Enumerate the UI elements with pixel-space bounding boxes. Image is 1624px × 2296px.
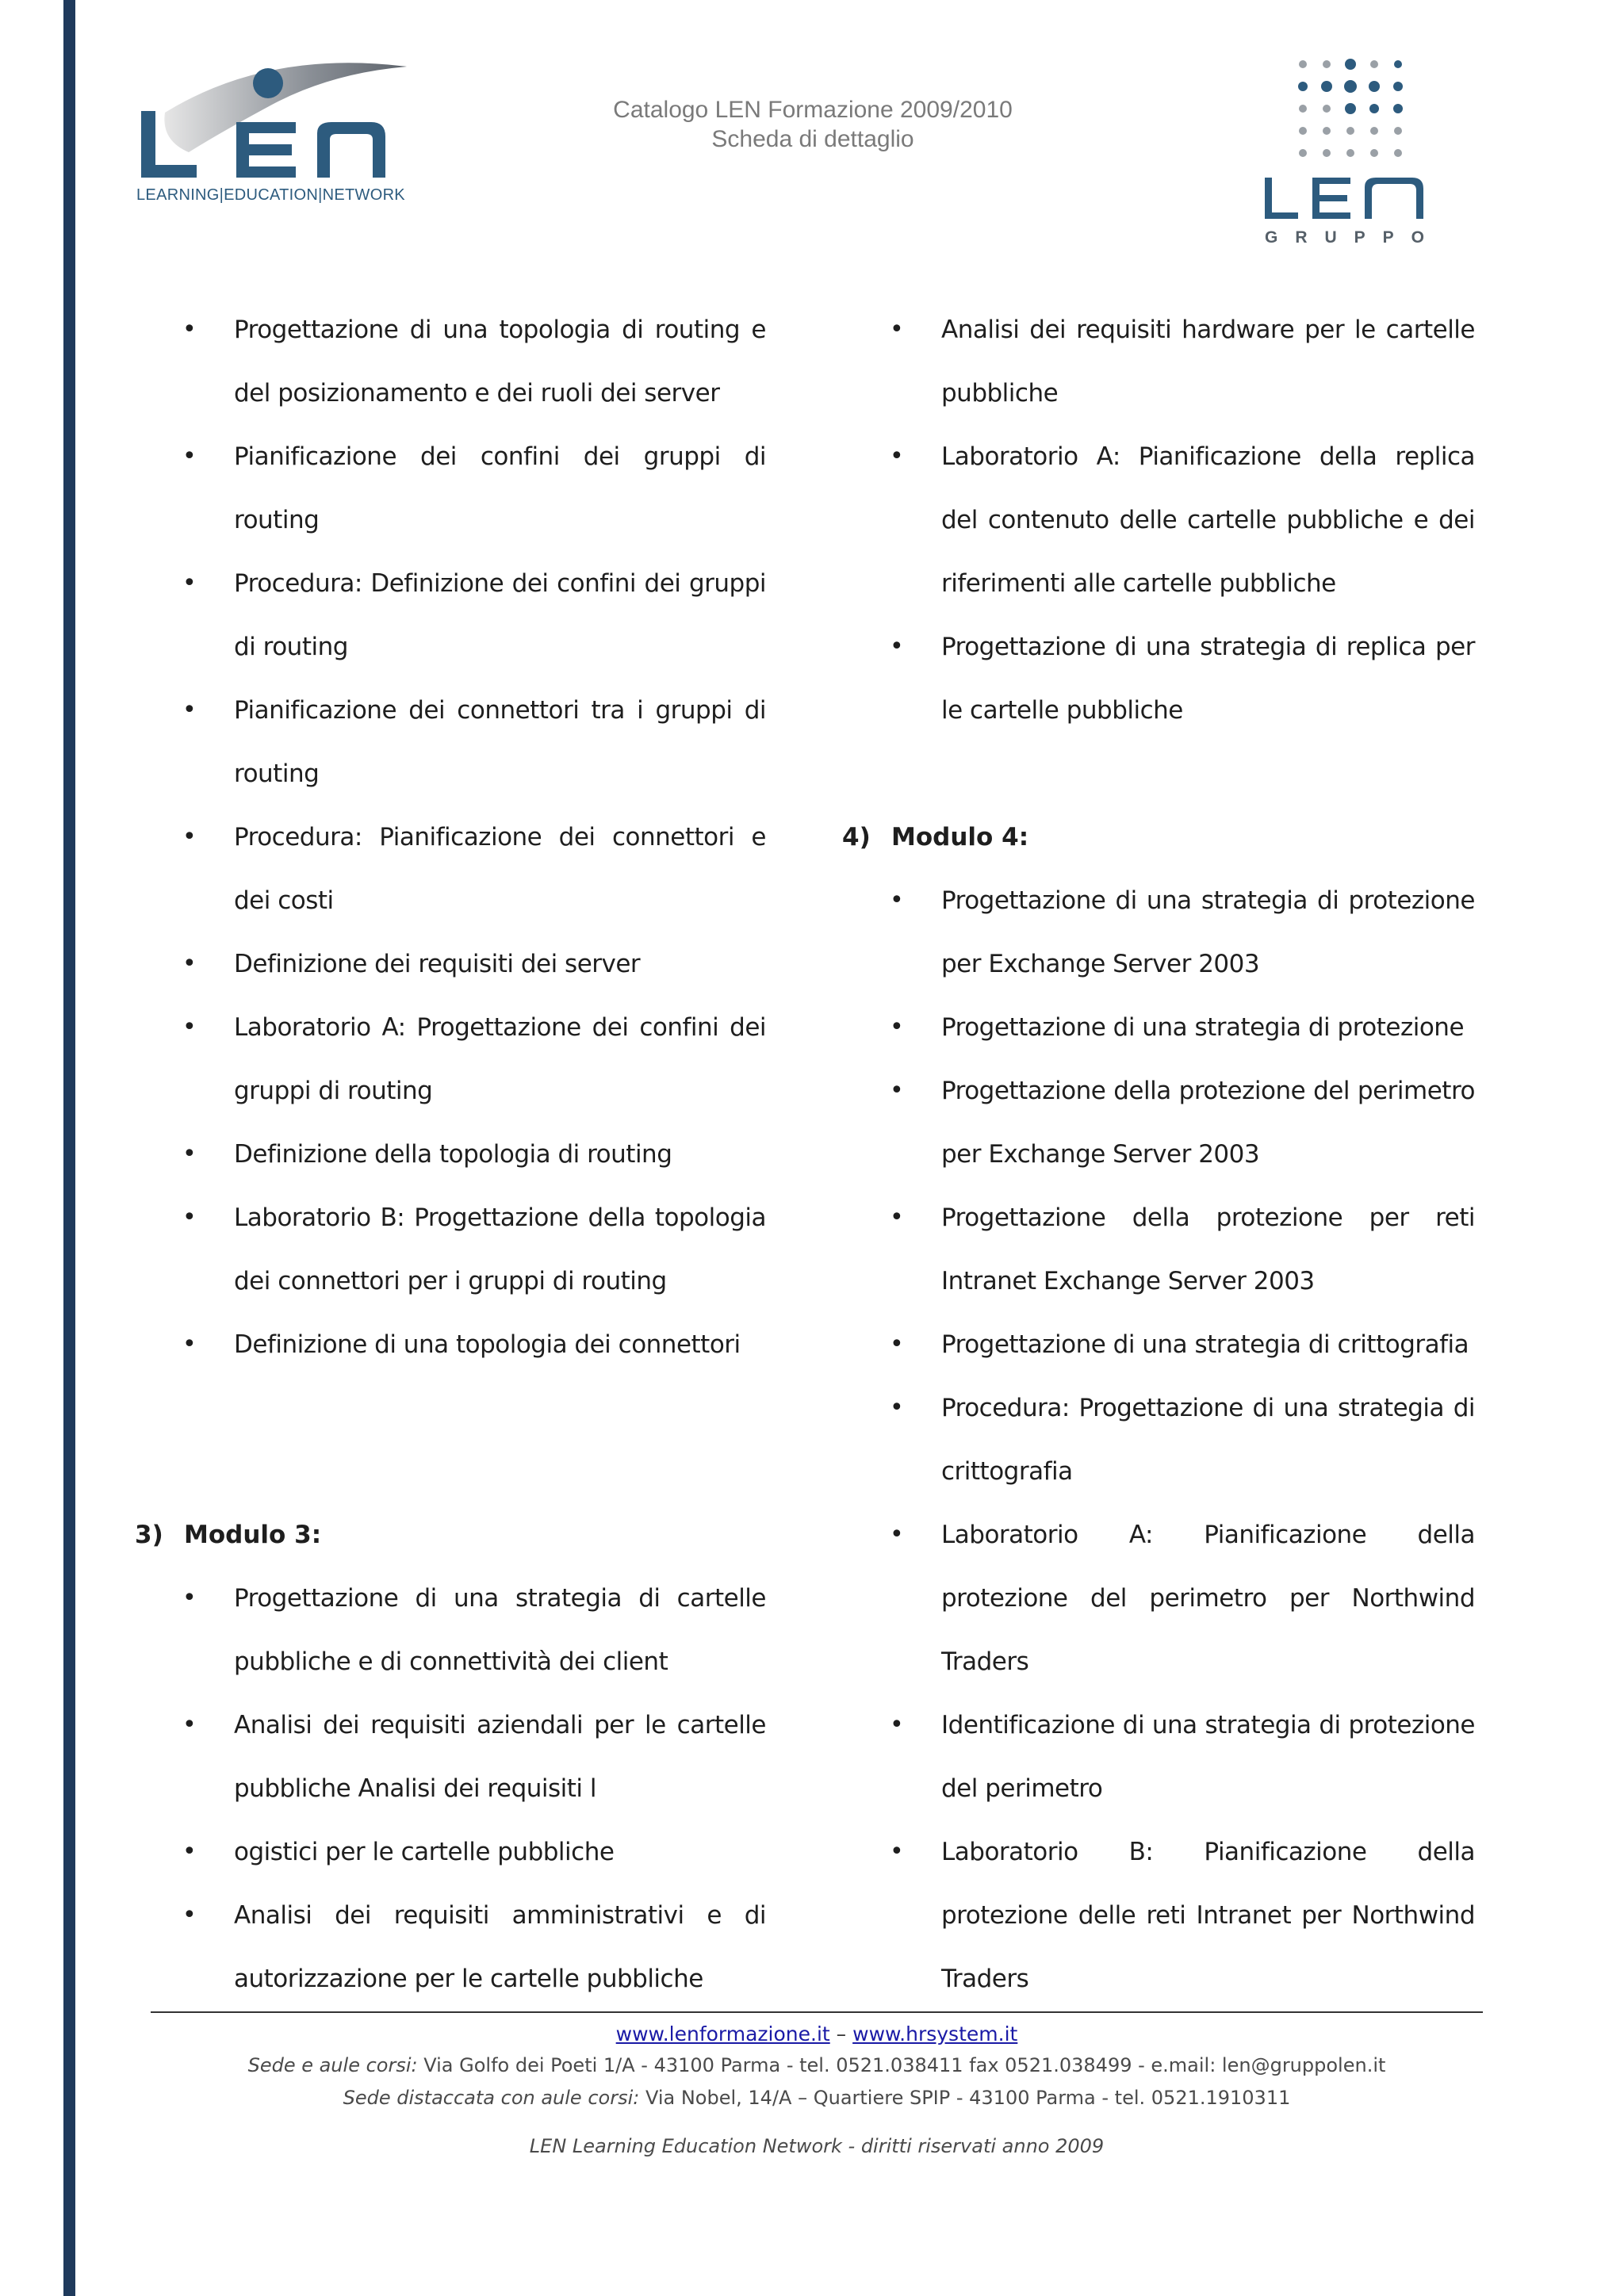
len-logo-graphic xyxy=(133,57,419,184)
list-item: • Pianificazione dei confini dei gruppi di routing xyxy=(133,425,766,552)
bullet-icon: • xyxy=(182,1584,197,1612)
spacer xyxy=(841,742,1475,806)
len-gruppo-logo xyxy=(1257,51,1442,257)
right-bullet-list xyxy=(841,298,1475,742)
sede-distaccata-address: Via Nobel, 14/A – Quartiere SPIP - 43100 Parma - tel. 0521.1910311 xyxy=(639,2087,1291,2109)
module-4-title: Modulo 4: xyxy=(891,823,1029,851)
footer-sede-distaccata-line xyxy=(151,2084,1483,2111)
sede-label: Sede e aule corsi: xyxy=(247,2054,418,2076)
bullet-icon: • xyxy=(182,950,197,978)
bullet-icon: • xyxy=(182,316,197,343)
module-3-title: Modulo 3: xyxy=(184,1521,322,1549)
bullet-icon: • xyxy=(182,1330,197,1358)
bullet-icon: • xyxy=(890,1711,904,1739)
bullet-icon: • xyxy=(182,442,197,470)
list-item: • Procedura: Pianificazione dei connettori e dei costi xyxy=(133,806,766,932)
hrsystem-link[interactable]: www.hrsystem.it xyxy=(852,2022,1018,2045)
list-item: • Pianificazione dei connettori tra i gruppi di routing xyxy=(133,679,766,806)
bullet-icon: • xyxy=(182,1838,197,1866)
spacer xyxy=(133,1376,766,1503)
footer-link-separator: – xyxy=(829,2022,853,2045)
bullet-icon: • xyxy=(182,696,197,724)
bullet-icon: • xyxy=(890,633,904,660)
bullet-icon: • xyxy=(182,1901,197,1929)
footer-copyright: LEN Learning Education Network - diritti riservati anno 2009 xyxy=(529,2135,1105,2157)
bullet-icon: • xyxy=(890,886,904,914)
lenformazione-link[interactable]: www.lenformazione.it xyxy=(615,2022,830,2045)
list-item: • Analisi dei requisiti aziendali per le cartelle pubbliche Analisi dei requisiti l xyxy=(133,1693,766,1820)
list-item: • Identificazione di una strategia di protezione del perimetro xyxy=(841,1693,1475,1820)
list-item: • Progettazione di una strategia di replica per le cartelle pubbliche xyxy=(841,615,1475,742)
sede-address: Via Golfo dei Poeti 1/A - 43100 Parma - tel. 0521.038411 fax 0521.038499 - e.mail: len@gruppolen.it xyxy=(417,2054,1386,2076)
bullet-icon: • xyxy=(890,1521,904,1548)
header-title-line1: Catalogo LEN Formazione 2009/2010 xyxy=(613,97,1013,123)
bullet-icon: • xyxy=(890,1013,904,1041)
list-item: • Progettazione di una strategia di crittografia xyxy=(841,1313,1475,1376)
module-3-list xyxy=(133,1567,766,2011)
sede-distaccata-label: Sede distaccata con aule corsi: xyxy=(343,2087,640,2109)
list-item: • Laboratorio A: Pianificazione della protezione del perimetro per Northwind Traders xyxy=(841,1503,1475,1693)
footer-divider xyxy=(151,2011,1483,2013)
page-header-title xyxy=(492,95,1134,154)
module-3-number: 3) xyxy=(135,1521,163,1549)
list-item: • Laboratorio B: Progettazione della topologia dei connettori per i gruppi di routing xyxy=(133,1186,766,1313)
module-4-heading xyxy=(841,806,1475,869)
bullet-icon: • xyxy=(182,823,197,851)
len-logo xyxy=(133,57,419,208)
list-item: • ogistici per le cartelle pubbliche xyxy=(133,1820,766,1884)
bullet-icon: • xyxy=(182,569,197,597)
header-title-line2: Scheda di dettaglio xyxy=(711,126,914,152)
list-item: • Analisi dei requisiti hardware per le cartelle pubbliche xyxy=(841,298,1475,425)
bullet-icon: • xyxy=(182,1711,197,1739)
list-item: • Progettazione di una topologia di routing e del posizionamento e dei ruoli dei server xyxy=(133,298,766,425)
footer-sede-line xyxy=(151,2052,1483,2079)
list-item: • Laboratorio A: Pianificazione della replica del contenuto delle cartelle pubbliche e dei riferimenti alle cartelle pubbliche xyxy=(841,425,1475,615)
logo-caption: LEARNING|EDUCATION|NETWORK xyxy=(136,186,405,204)
bullet-icon: • xyxy=(890,316,904,343)
list-item: • Progettazione di una strategia di protezione per Exchange Server 2003 xyxy=(841,869,1475,996)
module-4-number: 4) xyxy=(842,823,871,851)
list-item: • Laboratorio B: Pianificazione della protezione delle reti Intranet per Northwind Traders xyxy=(841,1820,1475,2011)
right-column xyxy=(841,298,1475,2011)
bullet-icon: • xyxy=(890,1838,904,1866)
list-item: • Progettazione di una strategia di protezione xyxy=(841,996,1475,1059)
bullet-icon: • xyxy=(890,1203,904,1231)
page-left-border xyxy=(63,0,75,2296)
bullet-icon: • xyxy=(182,1013,197,1041)
bullet-icon: • xyxy=(890,442,904,470)
module-4-list xyxy=(841,869,1475,2011)
list-item: • Procedura: Definizione dei confini dei gruppi di routing xyxy=(133,552,766,679)
footer-links xyxy=(151,2020,1483,2049)
list-item: • Definizione della topologia di routing xyxy=(133,1123,766,1186)
module-3-heading xyxy=(133,1503,766,1567)
logo-gruppo-label: GRUPPO xyxy=(1265,228,1442,247)
bullet-icon: • xyxy=(182,1203,197,1231)
left-column xyxy=(133,298,766,2011)
list-item: • Progettazione di una strategia di cartelle pubbliche e di connettività dei client xyxy=(133,1567,766,1693)
bullet-icon: • xyxy=(890,1330,904,1358)
list-item: • Laboratorio A: Progettazione dei confini dei gruppi di routing xyxy=(133,996,766,1123)
list-item: • Definizione dei requisiti dei server xyxy=(133,932,766,996)
bullet-icon: • xyxy=(890,1077,904,1104)
list-item: • Progettazione della protezione per reti Intranet Exchange Server 2003 xyxy=(841,1186,1475,1313)
bullet-icon: • xyxy=(890,1394,904,1422)
bullet-icon: • xyxy=(182,1140,197,1168)
list-item: • Analisi dei requisiti amministrativi e di autorizzazione per le cartelle pubbliche xyxy=(133,1884,766,2011)
list-item: • Procedura: Progettazione di una strategia di crittografia xyxy=(841,1376,1475,1503)
len-gruppo-logo-graphic xyxy=(1257,51,1439,225)
list-item: • Definizione di una topologia dei connettori xyxy=(133,1313,766,1376)
list-item: • Progettazione della protezione del perimetro per Exchange Server 2003 xyxy=(841,1059,1475,1186)
left-bullet-list xyxy=(133,298,766,1376)
